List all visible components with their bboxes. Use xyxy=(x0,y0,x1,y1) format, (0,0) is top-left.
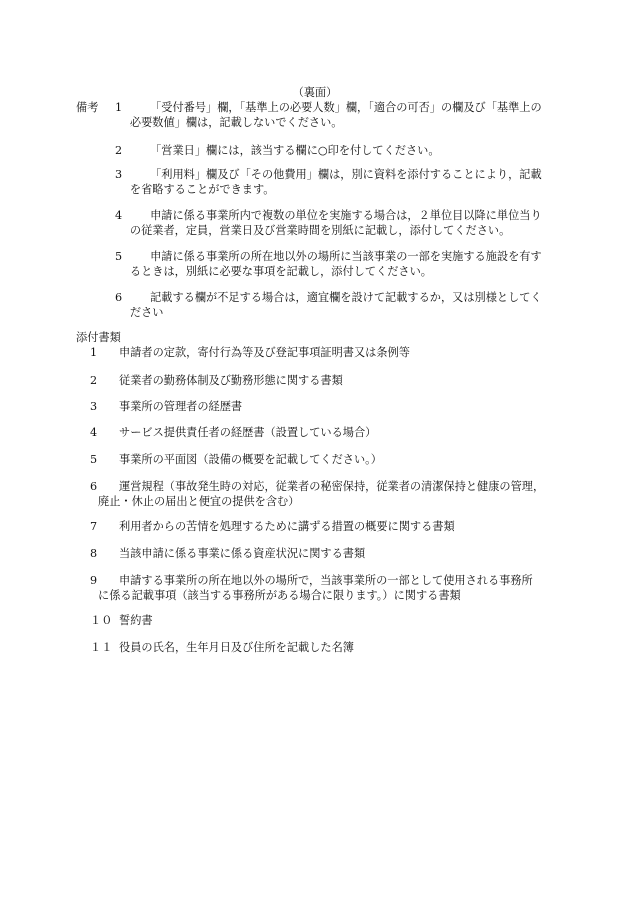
note-line: を省略することができます。 xyxy=(129,183,275,196)
page-header: （裏面） xyxy=(292,86,338,99)
note-line: 「利用料」欄及び「その他費用」欄は，別に資料を添付することにより，記載 xyxy=(150,168,542,181)
note-line: ださい xyxy=(129,306,164,319)
note-text xyxy=(140,143,560,158)
note-line: 記載する欄が不足する場合は，適宜欄を設けて記載するか，又は別様としてく xyxy=(150,291,542,304)
note-number: 2 xyxy=(115,144,123,157)
note-line: るときは，別紙に必要な事項を記載し，添付してください。 xyxy=(129,265,432,278)
note-line: 「営業日」欄には，該当する欄に○印を付してください。 xyxy=(150,144,440,157)
attachment-text: 誓約書 xyxy=(119,614,153,627)
attachment-text: 利用者からの苦情を処理するために講ずる措置の概要に関する書類 xyxy=(119,520,455,533)
attachment-number: 9 xyxy=(90,574,98,587)
note-number: 6 xyxy=(115,291,123,304)
attachment-text: 従業者の勤務体制及び勤務形態に関する書類 xyxy=(119,374,343,387)
note-text xyxy=(129,208,560,238)
attachment-text: 役員の氏名，生年月日及び住所を記載した名簿 xyxy=(119,641,354,654)
note-text xyxy=(129,100,560,130)
attachment-number: １０ xyxy=(90,614,113,627)
attachment-number: 8 xyxy=(90,547,98,560)
note-number: 3 xyxy=(115,168,123,181)
attachment-number: 5 xyxy=(90,453,98,466)
note-line: 申請に係る事業所内で複数の単位を実施する場合は，２単位目以降に単位当り xyxy=(150,209,542,222)
attachment-text-continued: 廃止・休止の届出と便宜の提供を含む） xyxy=(98,495,300,508)
note-number: 5 xyxy=(115,250,123,263)
note-text xyxy=(129,167,560,197)
note-number: 1 xyxy=(115,101,123,114)
note-line: 必要数値」欄は，記載しないでください。 xyxy=(129,116,343,129)
attachment-text: 申請者の定款，寄付行為等及び登記事項証明書又は条例等 xyxy=(119,346,410,359)
note-text xyxy=(129,249,560,279)
notes-label: 備考 xyxy=(76,101,99,114)
attachment-number: 1 xyxy=(90,346,98,359)
attachment-number: １１ xyxy=(90,641,113,654)
attachment-text-continued: に係る記載事項（該当する事務所がある場合に限ります。）に関する書類 xyxy=(98,589,461,602)
attachment-number: 3 xyxy=(90,400,98,413)
attachment-number: 6 xyxy=(90,480,98,493)
note-number: 4 xyxy=(115,209,123,222)
attachment-text: 事業所の管理者の経歴書 xyxy=(119,400,243,413)
note-line: 「受付番号」欄，「基準上の必要人数」欄，「適合の可否」の欄及び「基準上の xyxy=(150,101,542,114)
note-line: 申請に係る事業所の所在地以外の場所に当該事業の一部を実施する施設を有す xyxy=(150,250,542,263)
attachment-number: 4 xyxy=(90,426,98,439)
attachment-text: 事業所の平面図（設備の概要を記載してください。） xyxy=(119,453,382,466)
note-text xyxy=(129,290,560,320)
attachment-text: 当該申請に係る事業に係る資産状況に関する書類 xyxy=(119,547,366,560)
attachment-text: サービス提供責任者の経歴書（設置している場合） xyxy=(119,426,377,439)
attachment-text: 運営規程（事故発生時の対応，従業者の秘密保持，従業者の清潔保持と健康の管理， xyxy=(119,480,545,493)
attachment-number: 7 xyxy=(90,520,98,533)
attachment-text: 申請する事業所の所在地以外の場所で，当該事業所の一部として使用される事務所 xyxy=(119,574,533,587)
attachment-number: 2 xyxy=(90,374,98,387)
attachments-title: 添付書類 xyxy=(76,331,121,344)
note-line: の従業者，定員，営業日及び営業時間を別紙に記載し，添付してください。 xyxy=(129,224,511,237)
